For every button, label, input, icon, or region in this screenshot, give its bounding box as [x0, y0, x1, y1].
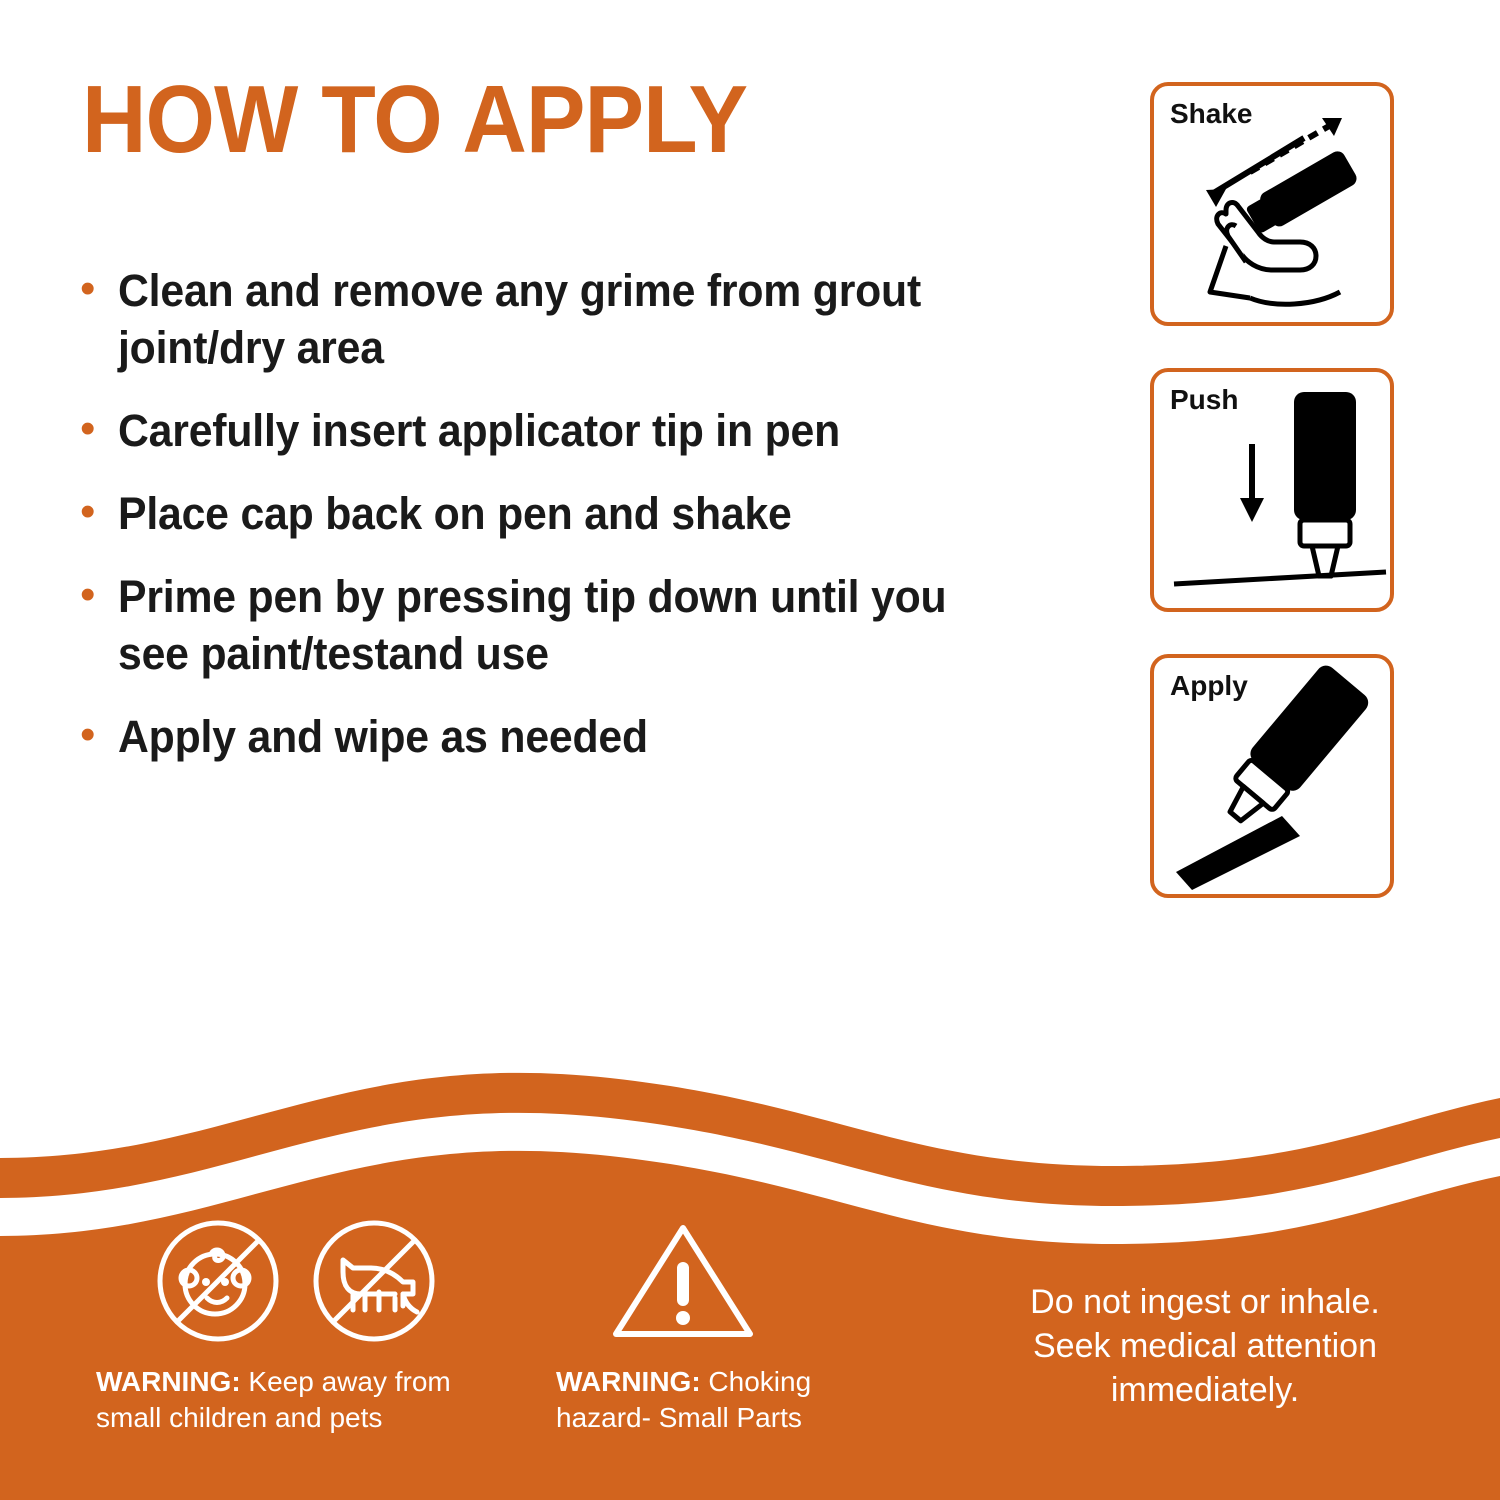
list-item	[80, 262, 1040, 376]
step-text: Apply and wipe as needed	[118, 711, 648, 762]
card-apply	[1150, 654, 1394, 898]
list-item	[80, 708, 1040, 765]
step-text: Clean and remove any grime from grout joint/dry area	[118, 265, 922, 373]
warning-children-pets-caption	[96, 1364, 496, 1436]
steps-list	[80, 262, 1040, 791]
footer-warnings	[0, 1170, 1500, 1500]
list-item	[80, 485, 1040, 542]
warning-triangle-icon	[608, 1216, 758, 1346]
warning-choking-caption	[556, 1364, 886, 1436]
warning-text: Choking hazard- Small Parts	[556, 1366, 812, 1433]
warning-label: WARNING:	[556, 1366, 701, 1397]
card-label: Push	[1170, 384, 1239, 415]
step-text: Prime pen by pressing tip down until you see paint/testand use	[118, 571, 947, 679]
ingest-notice: Do not ingest or inhale. Seek medical attention immediately.	[1030, 1283, 1380, 1409]
bullet-icon: •	[80, 710, 96, 759]
list-item	[80, 568, 1040, 682]
card-shake	[1150, 82, 1394, 326]
bullet-icon: •	[80, 404, 96, 453]
warning-label: WARNING:	[96, 1366, 241, 1397]
step-text: Carefully insert applicator tip in pen	[118, 405, 841, 456]
list-item	[80, 402, 1040, 459]
no-dog-icon	[309, 1216, 439, 1346]
card-label: Apply	[1170, 670, 1248, 701]
no-baby-icon	[153, 1216, 283, 1346]
page-title: HOW TO APPLY	[82, 66, 748, 173]
warning-children-pets	[96, 1216, 496, 1436]
bullet-icon: •	[80, 570, 96, 619]
card-push	[1150, 368, 1394, 612]
warning-text: Keep away from small children and pets	[96, 1366, 451, 1433]
bullet-icon: •	[80, 264, 96, 313]
bullet-icon: •	[80, 487, 96, 536]
warning-choking	[556, 1216, 886, 1436]
card-label: Shake	[1170, 98, 1253, 129]
illustration-cards	[1150, 82, 1394, 940]
step-text: Place cap back on pen and shake	[118, 488, 792, 539]
